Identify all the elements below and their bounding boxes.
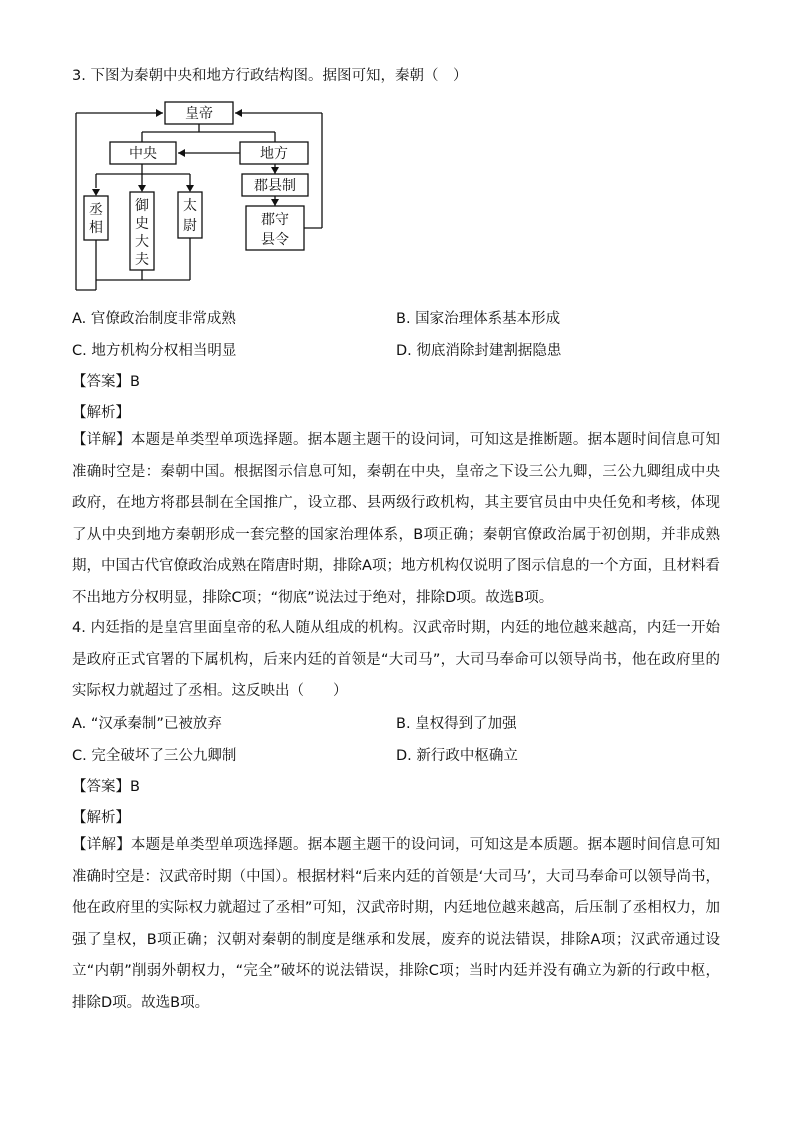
- q4-option-b: B. 皇权得到了加强: [396, 716, 517, 732]
- chancellor-char-1: 丞: [89, 202, 103, 218]
- censor-char-3: 大: [135, 234, 149, 250]
- prefect-label: 郡守: [261, 212, 289, 228]
- q4-detail: 【详解】本题是单类型单项选择题。据本题主题干的设问词，可知这是本质题。据本题时间信息可知准确时空是：汉武帝时期（中国）。根据材料“后来内廷的首领是‘大司马’，大司马奉命可以领导尚书，他在政府里的实际权力就超过了丞相”可知，汉武帝时期，内廷地位越来越高，后压制了丞相权力，加强了皇权，B项正确；汉朝对秦朝的制度是继承和发展，废弃的说法错误，排除A项；汉武帝通过设立“内朝”削弱外朝权力，“完全”破坏的说法错误，排除C项；当时内廷并没有确立为新的行政中枢，排除D项。故选B项。: [72, 837, 720, 1011]
- q4-option-d: D. 新行政中枢确立: [396, 748, 518, 764]
- q3-detail: 【详解】本题是单类型单项选择题。据本题主题干的设问词，可知这是推断题。据本题时间信息可知准确时空是：秦朝中国。根据图示信息可知，秦朝在中央，皇帝之下设三公九卿，三公九卿组成中央政府，在地方将郡县制在全国推广，设立郡、县两级行政机构，其主要官员由中央任免和考核，体现了从中央到地方秦朝形成一套完整的国家治理体系，B项正确；秦朝官僚政治属于初创期，并非成熟期，中国古代官僚政治成熟在隋唐时期，排除A项；地方机构仅说明了图示信息的一个方面，且材料看不出地方分权明显，排除C项；“彻底”说法过于绝对，排除D项。故选B项。: [72, 432, 720, 606]
- censor-char-2: 史: [135, 216, 149, 232]
- q3-option-b: B. 国家治理体系基本形成: [396, 311, 561, 327]
- q3-stem: 3. 下图为秦朝中央和地方行政结构图。据图可知，秦朝（ ）: [72, 68, 468, 84]
- local-label: 地方: [260, 146, 288, 162]
- central-label: 中央: [129, 146, 157, 162]
- q4-analysis-label: 【解析】: [72, 810, 130, 826]
- q3-option-c: C. 地方机构分权相当明显: [72, 343, 237, 359]
- censor-char-4: 夫: [135, 252, 149, 268]
- q4-option-c: C. 完全破坏了三公九卿制: [72, 748, 237, 764]
- commandant-char-2: 尉: [183, 218, 197, 234]
- county-system-label: 郡县制: [254, 178, 296, 194]
- censor-char-1: 御: [135, 198, 149, 214]
- emperor-label: 皇帝: [185, 106, 213, 122]
- commandant-char-1: 太: [183, 198, 197, 214]
- q4-option-a: A. “汉承秦制”已被放弃: [72, 716, 222, 732]
- q3-option-a: A. 官僚政治制度非常成熟: [72, 311, 236, 327]
- chancellor-char-2: 相: [89, 220, 103, 236]
- q4-stem: 4. 内廷指的是皇宫里面皇帝的私人随从组成的机构。汉武帝时期，内廷的地位越来越高，内廷一开始是政府正式官署的下属机构，后来内廷的首领是“大司马”，大司马奉命可以领导尚书，他在政府里的实际权力就超过了丞相。这反映出（ ）: [72, 620, 720, 699]
- q4-answer: 【答案】B: [72, 779, 140, 795]
- q3-structure-diagram: [70, 96, 340, 296]
- magistrate-label: 县令: [261, 232, 289, 248]
- q3-option-d: D. 彻底消除封建割据隐患: [396, 343, 562, 359]
- q3-analysis-label: 【解析】: [72, 405, 130, 421]
- q3-answer: 【答案】B: [72, 374, 140, 390]
